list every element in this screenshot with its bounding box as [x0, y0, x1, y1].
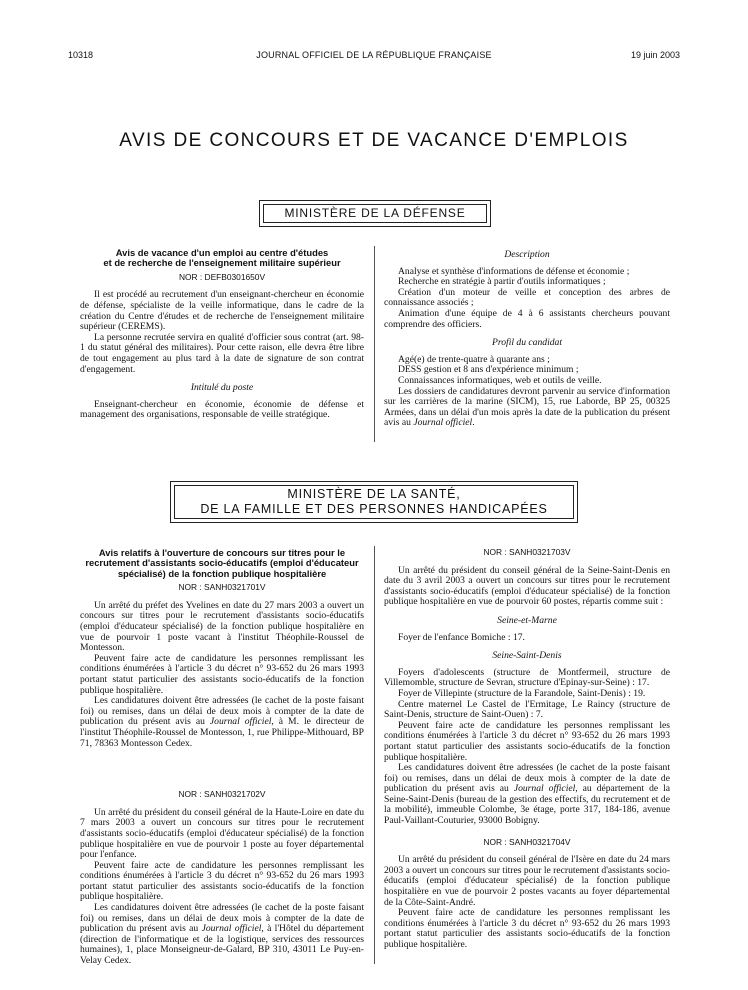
- defense-right-column: [384, 250, 670, 429]
- paragraph: Agé(e) de trente-quatre à quarante ans ;: [398, 353, 550, 365]
- main-title: AVIS DE CONCOURS ET DE VACANCE D'EMPLOIS: [119, 130, 629, 151]
- subheading: Intitulé du poste: [190, 382, 254, 394]
- paragraph: Peuvent faire acte de candidature les personnes remplissant les conditions énumérées à l'article 3 du décret n° 93-652 du 26 mars 1993 portant statut particulier des assistants socio-éducatifs de la fonction publique hospitalière.: [80, 652, 364, 696]
- nor-reference: NOR : DEFB0301650V: [178, 271, 266, 282]
- paragraph: Centre maternel Le Castel de l'Ermitage, Le Raincy (structure de Saint-Denis, structure de Saint-Ouen) : 7.: [384, 698, 670, 721]
- journal-title: JOURNAL OFFICIEL DE LA RÉPUBLIQUE FRANÇAISE: [256, 50, 492, 60]
- paragraph: Foyer de Villepinte (structure de la Farandole, Saint-Denis) : 19.: [398, 687, 646, 699]
- paragraph: Création d'un moteur de veille et conception des arbres de connaissance associés ;: [384, 286, 670, 309]
- paragraph: Peuvent faire acte de candidature les personnes remplissant les conditions énumérées à l'article 3 du décret n° 93-652 du 26 mars 1993 portant statut particulier des assistants socio-éducatifs de la fonction publique hospitalière.: [384, 907, 670, 950]
- paragraph: Un arrêté du président du conseil général de la Haute-Loire en date du 7 mars 2003 a ouvert un concours sur titres pour le recrutement d'assistants socio-éducatifs (emploi d'éducateur spécialisé) de la fonction publique hospitalière en vue de pourvoir 1 poste au foyer départemental pour l'enfance.: [80, 806, 364, 861]
- nor-reference: NOR : SANH0321702V: [178, 789, 266, 800]
- ministry-title-line2: DE LA FAMILLE ET DES PERSONNES HANDICAPÉES: [200, 502, 548, 516]
- paragraph: Analyse et synthèse d'informations de défense et économie ;: [398, 265, 630, 277]
- paragraph: Peuvent faire acte de candidature les personnes remplissant les conditions énumérées à l'article 3 du décret n° 93-652 du 26 mars 1993 portant statut particulier des assistants socio-éducatifs de la fonction publique hospitalière.: [384, 719, 670, 763]
- paragraph: Les candidatures doivent être adressées (le cachet de la poste faisant foi) ou remises, dans un délai de deux mois à compter de la date de publication du présent avis au Journal officiel, à l'Hôtel du département (direction de l'informatique et de la logistique, services des ressources humaines), 1, place Monseigneur-de-Galard, BP 310, 43011 Le Puy-en-Velay Cedex.: [80, 902, 365, 967]
- paragraph: Les dossiers de candidatures devront parvenir au service d'information sur les carrières de la marine (SICM), 15, rue Laborde, BP 25, 00325 Armées, dans un délai d'un mois après la date de la publication du présent avis au Journal officiel.: [384, 385, 670, 429]
- paragraph: DESS gestion et 8 ans d'expérience minimum ;: [398, 364, 579, 376]
- subheading: Profil du candidat: [492, 337, 562, 349]
- notice-title: et de recherche de l'enseignement militaire supérieur: [103, 257, 341, 269]
- paragraph: Foyer de l'enfance Bomiche : 17.: [398, 631, 525, 643]
- ministry-box-sante: [170, 481, 578, 523]
- sante-right-column: [384, 544, 670, 951]
- column-divider: [374, 546, 375, 964]
- subheading: Description: [504, 249, 550, 260]
- paragraph: Connaissances informatiques, web et outils de veille.: [398, 374, 602, 386]
- paragraph: Les candidatures doivent être adressées (le cachet de la poste faisant foi) ou remises, dans un délai de deux mois à compter de la date de publication du présent avis au Journal officiel, au département de la Seine-Saint-Denis (bureau de la gestion des effectifs, du recrutement et de la mobilité), immeuble Colombe, 3e étage, porte 317, 184-186, avenue Paul-Vaillant-Couturier, 93000 Bobigny.: [384, 762, 671, 827]
- paragraph: Recherche en stratégie à partir d'outils informatiques ;: [398, 276, 606, 288]
- defense-left-column: [80, 248, 364, 421]
- paragraph: Un arrêté du président du conseil général de la Seine-Saint-Denis en date du 3 avril 2003 a ouvert un concours sur titres pour le recrutement d'assistants socio-éducatifs (emploi d'éducateur spécialisé) de la fonction publique hospitalière en vue de pourvoir 60 postes, répartis comme suit :: [384, 564, 670, 608]
- notice-title: Avis relatifs à l'ouverture de concours sur titres pour le recrutement d'assistants socio-éducatifs (emploi d'éducateur spécialisé) de la fonction publique hospitalière: [85, 547, 359, 579]
- notice-title: Avis de vacance d'un emploi au centre d'études: [115, 247, 329, 258]
- page-number: 10318: [68, 50, 94, 60]
- sante-left-column: [80, 548, 364, 967]
- subheading: Seine-Saint-Denis: [492, 650, 562, 662]
- nor-reference: NOR : SANH0321701V: [178, 582, 266, 593]
- subheading: Seine-et-Marne: [497, 614, 557, 626]
- nor-reference: NOR : SANH0321703V: [483, 547, 571, 557]
- ministry-title: MINISTÈRE DE LA DÉFENSE: [284, 206, 466, 220]
- paragraph: Peuvent faire acte de candidature les personnes remplissant les conditions énumérées à l'article 3 du décret n° 93-652 du 26 mars 1993 portant statut particulier des assistants socio-éducatifs de la fonction publique hospitalière.: [80, 859, 364, 903]
- paragraph: Les candidatures doivent être adressées (le cachet de la poste faisant foi) ou remises, dans un délai de deux mois à compter de la date de publication du présent avis au Journal officiel, à M. le directeur de l'institut Théophile-Roussel de Montesson, 1, rue Philippe-Mithouard, BP 71, 78363 Montesson Cedex.: [80, 695, 364, 749]
- paragraph: Il est procédé au recrutement d'un enseignant-chercheur en économie de défense, spécialiste de la veille informatique, dans le cadre de la création du Centre d'études et de recherche de l'enseignement militaire supérieur (CEREMS).: [80, 289, 364, 333]
- paragraph: Un arrêté du président du conseil général de l'Isère en date du 24 mars 2003 a ouvert un concours sur titres pour le recrutement d'assistants socio-éducatifs (emploi d'éducateur spécialisé) de la fonction publique hospitalière en vue de pourvoir 2 postes vacants au foyer départemental de la Côte-Saint-André.: [384, 854, 671, 908]
- paragraph: La personne recrutée servira en qualité d'officier sous contrat (art. 98-1 du statut général des militaires). Pour cette raison, elle devra être libre de tout engagement au plus tard à la date de signature de son contrat d'engagement.: [80, 331, 364, 375]
- ministry-box-defense: [259, 200, 491, 227]
- column-divider: [374, 246, 375, 442]
- ministry-title-line1: MINISTÈRE DE LA SANTÉ,: [287, 487, 461, 501]
- paragraph: Animation d'une équipe de 4 à 6 assistants chercheurs pouvant comprendre des officiers.: [384, 307, 670, 330]
- publication-date: 19 juin 2003: [630, 50, 680, 60]
- paragraph: Foyers d'adolescents (structure de Montfermeil, structure de Villemomble, structure de Sevran, structure d'Epinay-sur-Seine) : 17.: [384, 666, 670, 689]
- page-header: [68, 50, 680, 64]
- paragraph: Enseignant-chercheur en économie, économie de défense et management des organisations, responsable de veille stratégique.: [80, 398, 364, 421]
- paragraph: Un arrêté du préfet des Yvelines en date du 27 mars 2003 a ouvert un concours sur titres pour le recrutement d'assistants socio-éducatifs (emploi d'éducateur spécialisé) de la fonction publique hospitalière en vue de pourvoir 1 poste vacant à l'institut Théophile-Roussel de Montesson.: [80, 599, 364, 654]
- nor-reference: NOR : SANH0321704V: [483, 836, 571, 847]
